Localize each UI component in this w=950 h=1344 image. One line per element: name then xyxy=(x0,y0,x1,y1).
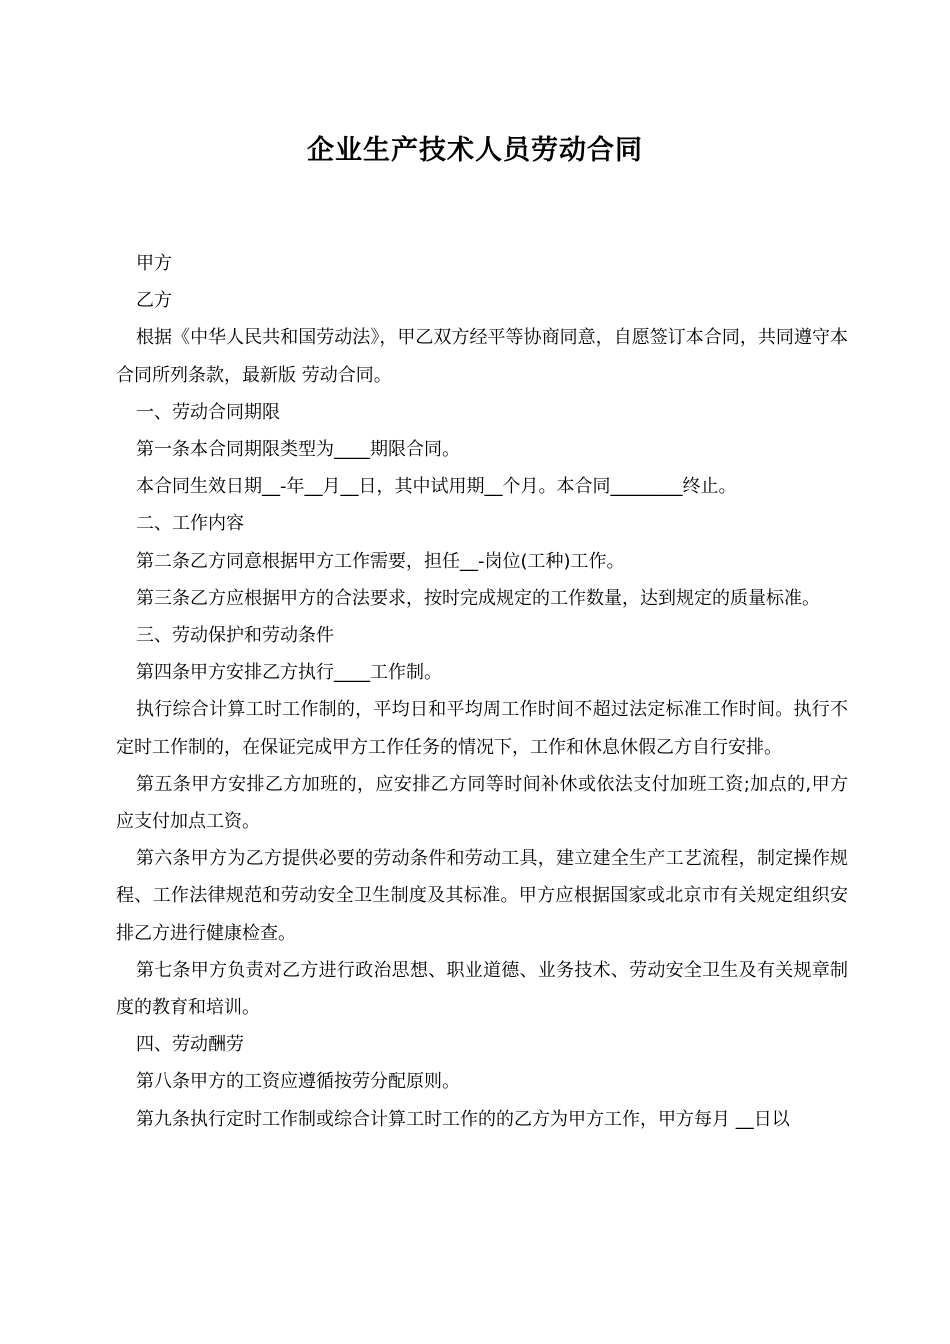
section-heading-term: 一、劳动合同期限 xyxy=(136,401,280,423)
effective-date-paragraph: 本合同生效日期__-年__月__日，其中试用期__个月。本合同________终止。 xyxy=(136,476,737,498)
article-6: 第六条甲方为乙方提供必要的劳动条件和劳动工具，建立建全生产工艺流程，制定操作规程、工作法律规范和劳动安全卫生制度及其标准。甲方应根据国家或北京市有关规定组织安排乙方进行健康检查。 xyxy=(116,848,848,944)
article-7: 第七条甲方负责对乙方进行政治思想、职业道德、业务技术、劳动安全卫生及有关规章制度的教育和培训。 xyxy=(116,959,848,1019)
section-heading-labor-protection: 三、劳动保护和劳动条件 xyxy=(136,625,334,647)
party-a-line: 甲方 xyxy=(136,253,172,274)
section-heading-remuneration: 四、劳动酬劳 xyxy=(136,1034,244,1056)
section-heading-work-content: 二、工作内容 xyxy=(136,513,244,535)
article-9: 第九条执行定时工作制或综合计算工时工作的的乙方为甲方工作，甲方每月 __日以 xyxy=(136,1108,790,1130)
article-8: 第八条甲方的工资应遵循按劳分配原则。 xyxy=(136,1071,460,1093)
article-4: 第四条甲方安排乙方执行____工作制。 xyxy=(136,662,442,684)
article-3: 第三条乙方应根据甲方的合法要求，按时完成规定的工作数量，达到规定的质量标准。 xyxy=(136,587,820,609)
article-5: 第五条甲方安排乙方加班的，应安排乙方同等时间补休或依法支付加班工资;加点的,甲方应支付加点工资。 xyxy=(116,773,848,833)
working-hours-paragraph: 执行综合计算工时工作制的，平均日和平均周工作时间不超过法定标准工作时间。执行不定时工作制的，在保证完成甲方工作任务的情况下，工作和休息休假乙方自行安排。 xyxy=(116,699,848,758)
article-2: 第二条乙方同意根据甲方工作需要，担任__-岗位(工种)工作。 xyxy=(136,550,625,572)
document-title: 企业生产技术人员劳动合同 xyxy=(307,135,643,166)
preamble-paragraph: 根据《中华人民共和国劳动法》，甲乙双方经平等协商同意，自愿签订本合同，共同遵守本合同所列条款，最新版 劳动合同。 xyxy=(116,327,848,386)
document-body xyxy=(116,245,848,1138)
article-1: 第一条本合同期限类型为____期限合同。 xyxy=(136,439,460,461)
party-b-line: 乙方 xyxy=(136,290,172,312)
